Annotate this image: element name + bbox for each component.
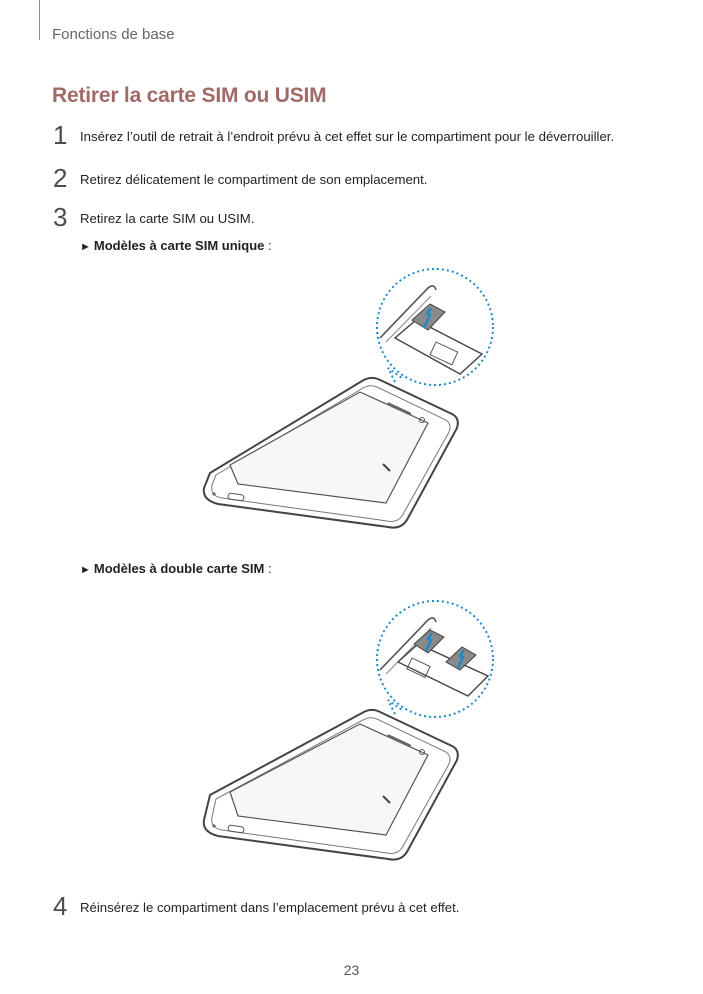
variant-single-sim bbox=[80, 238, 272, 253]
step-text: Réinsérez le compartiment dans l’emplacement prévu à cet effet. bbox=[80, 900, 460, 915]
step-number: 4 bbox=[53, 891, 68, 921]
margin-rule bbox=[39, 0, 40, 40]
page-title: Retirer la carte SIM ou USIM bbox=[52, 84, 327, 107]
triangle-bullet-icon: ► bbox=[80, 241, 91, 253]
step-text: Retirez la carte SIM ou USIM. bbox=[80, 211, 255, 226]
variant-label: Modèles à carte SIM unique bbox=[93, 238, 265, 253]
step-text: Insérez l’outil de retrait à l’endroit prévu à cet effet sur le compartiment pour le déverrouiller. bbox=[80, 129, 615, 144]
step-text: Retirez délicatement le compartiment de son emplacement. bbox=[80, 172, 428, 187]
variant-suffix: : bbox=[264, 561, 272, 576]
variant-label: Modèles à double carte SIM bbox=[93, 561, 265, 576]
single-sim-illustration bbox=[190, 268, 510, 550]
section-header: Fonctions de base bbox=[52, 26, 175, 43]
variant-suffix: : bbox=[264, 238, 272, 253]
step-number: 1 bbox=[53, 120, 68, 150]
triangle-bullet-icon: ► bbox=[80, 564, 91, 576]
variant-dual-sim bbox=[80, 561, 272, 576]
dual-sim-illustration bbox=[190, 600, 510, 870]
step-number: 2 bbox=[53, 163, 68, 193]
step-number: 3 bbox=[53, 202, 68, 232]
page-number: 23 bbox=[343, 962, 360, 978]
